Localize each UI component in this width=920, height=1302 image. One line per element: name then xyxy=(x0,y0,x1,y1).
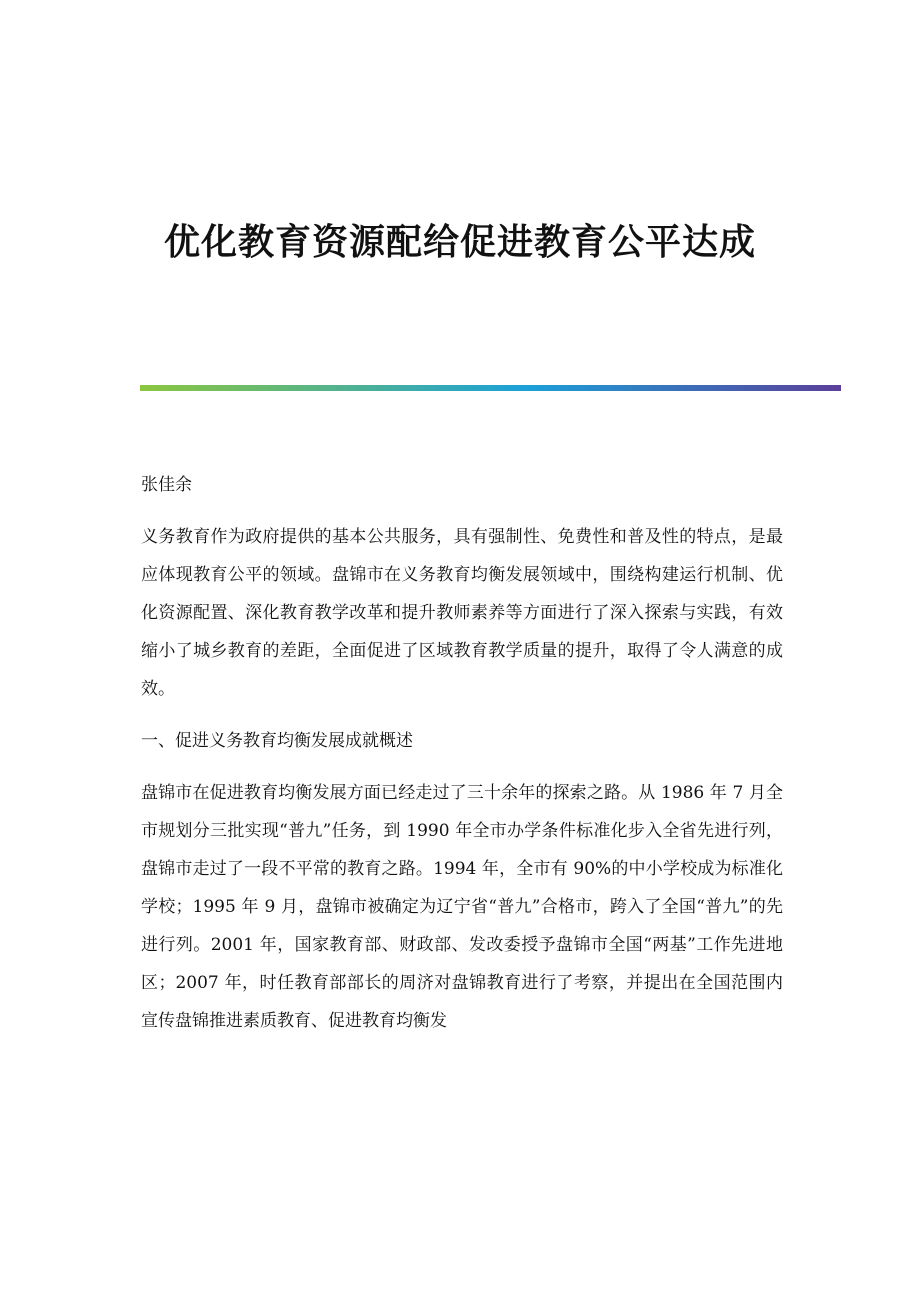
author-name: 张佳余 xyxy=(141,475,192,495)
section-heading: 一、促进义务教育均衡发展成就概述 xyxy=(141,731,413,751)
body-paragraph: 义务教育作为政府提供的基本公共服务，具有强制性、免费性和普及性的特点，是最应体现教育公平的领域。盘锦市在义务教育均衡发展领域中，围绕构建运行机制、优化资源配置、深化教育教学改革和提升教师素养等方面进行了深入探索与实践，有效缩小了城乡教育的差距，全面促进了区域教育教学质量的提升，取得了令人满意的成效。 xyxy=(141,527,783,699)
body-paragraph: 盘锦市在促进教育均衡发展方面已经走过了三十余年的探索之路。从 1986 年 7 月全市规划分三批实现“普九”任务，到 1990 年全市办学条件标准化步入全省先进行列，盘锦市走过了一段不平常的教育之路。1994 年，全市有 90%的中小学校成为标准化学校；1995 年 9 月，盘锦市被确定为辽宁省“普九”合格市，跨入了全国“普九”的先进行列。2001 年，国家教育部、财政部、发改委授予盘锦市全国“两基”工作先进地区；2007 年，时任教育部部长的周济对盘锦教育进行了考察，并提出在全国范围内宣传盘锦推进素质教育、促进教育均衡发 xyxy=(141,783,783,1031)
document-title: 优化教育资源配给促进教育公平达成 xyxy=(163,221,756,263)
document-body xyxy=(141,466,783,1040)
title-divider xyxy=(140,385,841,391)
